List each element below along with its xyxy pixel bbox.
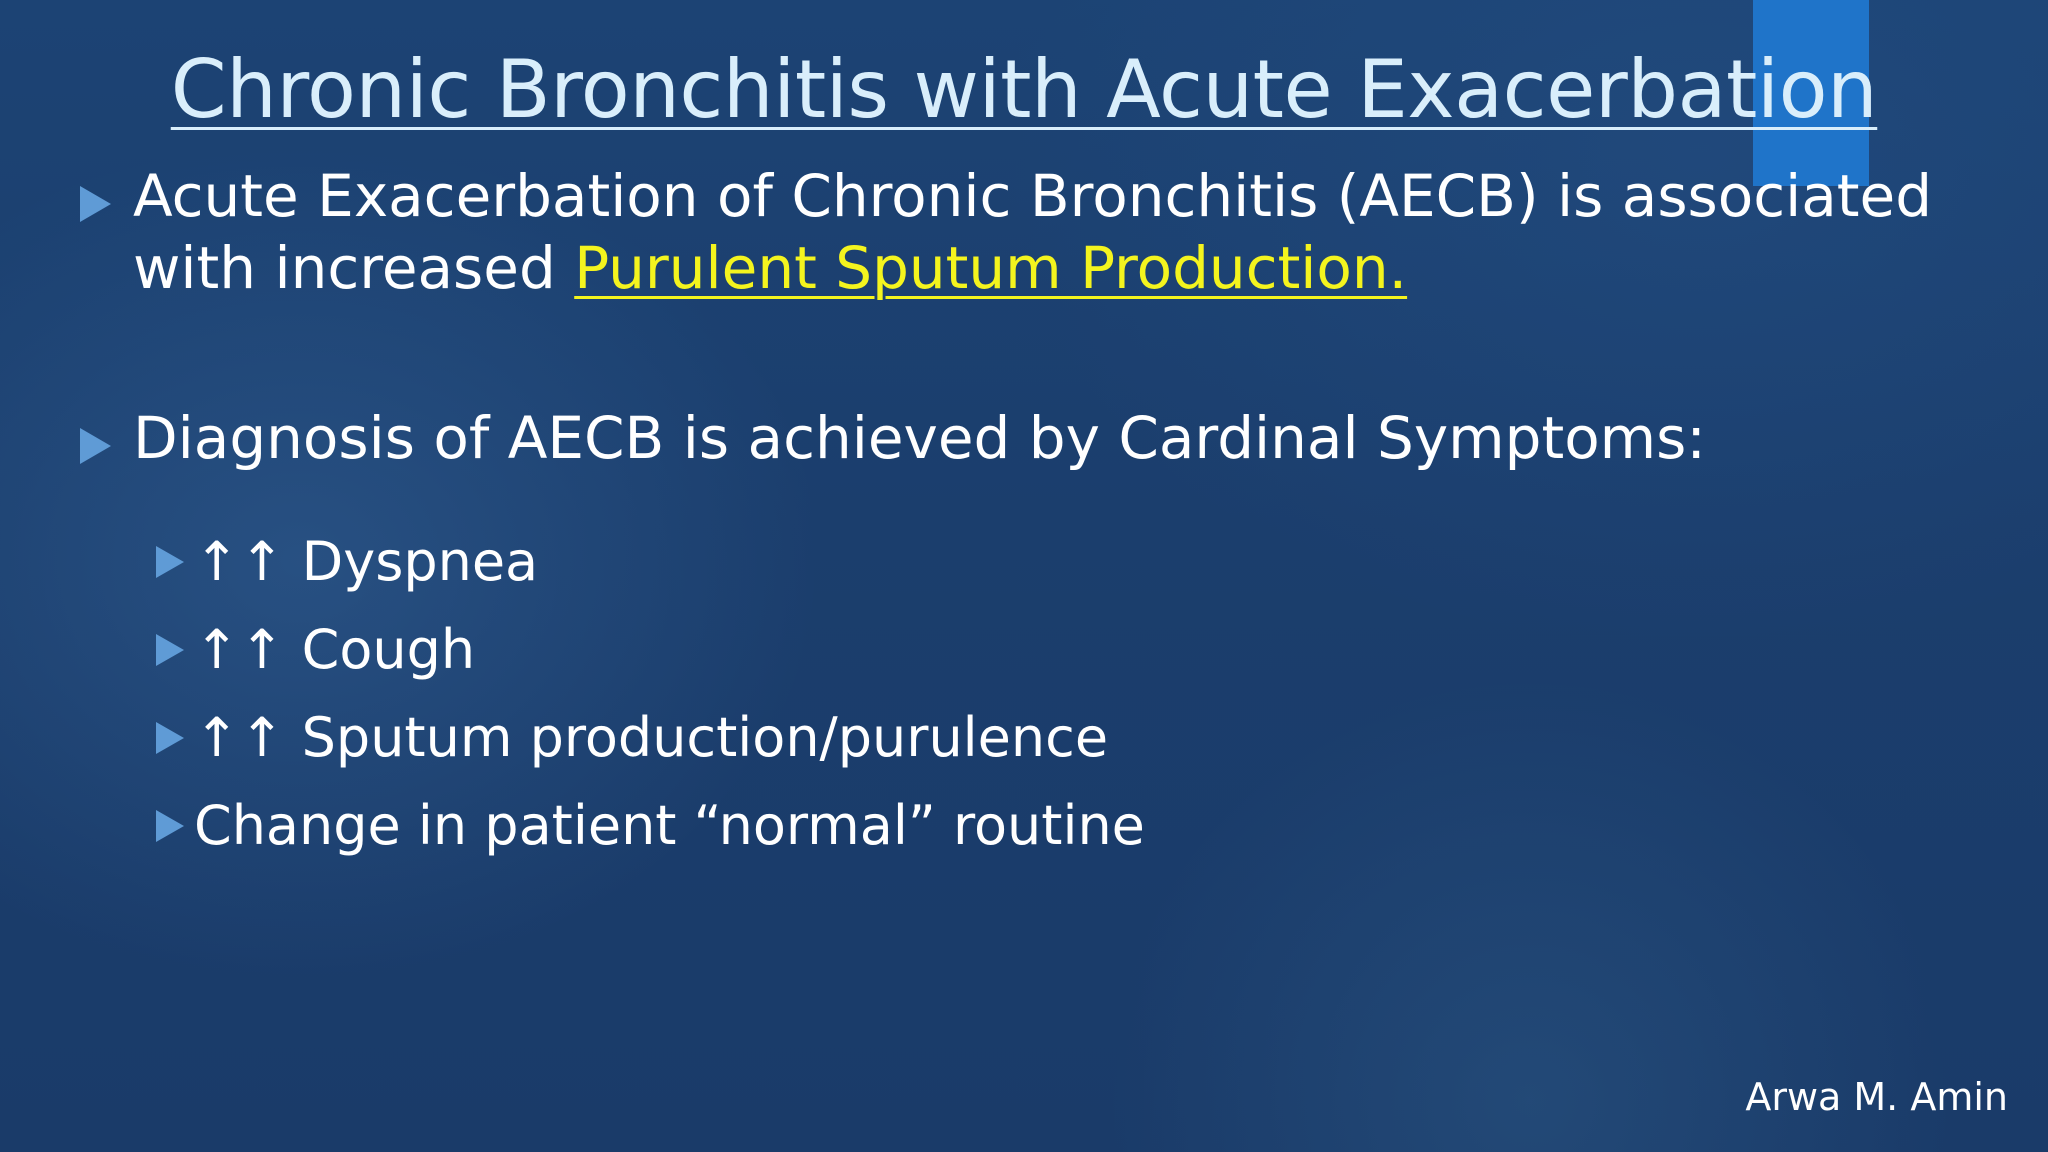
bullet-diagnosis — [80, 402, 1706, 474]
sub-bullet-routine-change — [156, 790, 1145, 862]
sub-bullet-text: ↑↑ Sputum production/purulence — [194, 706, 1109, 769]
sub-bullet-cough — [156, 614, 475, 686]
bullet-text: Diagnosis of AECB is achieved by Cardinal Symptoms: — [133, 404, 1706, 472]
bullet-aecb-definition — [80, 160, 1980, 304]
slide-title: Chronic Bronchitis with Acute Exacerbation — [170, 43, 1878, 136]
triangle-right-icon — [156, 810, 184, 842]
sub-bullet-dyspnea — [156, 526, 538, 598]
triangle-right-icon — [156, 634, 184, 666]
sub-bullet-text: ↑↑ Dyspnea — [194, 530, 539, 593]
sub-bullet-sputum — [156, 702, 1108, 774]
sub-bullet-text: Change in patient “normal” routine — [194, 794, 1145, 857]
triangle-right-icon — [156, 546, 184, 578]
author-credit: Arwa M. Amin — [1745, 1075, 2008, 1119]
highlighted-term: Purulent Sputum Production. — [574, 234, 1408, 302]
sub-bullet-text: ↑↑ Cough — [194, 618, 476, 681]
triangle-right-icon — [156, 722, 184, 754]
bullet-text-main: Acute Exacerbation of Chronic Bronchitis (AECB) is associated with increased — [133, 162, 1933, 302]
triangle-right-icon — [80, 186, 111, 222]
bullet-text — [133, 160, 1980, 304]
triangle-right-icon — [80, 428, 111, 464]
